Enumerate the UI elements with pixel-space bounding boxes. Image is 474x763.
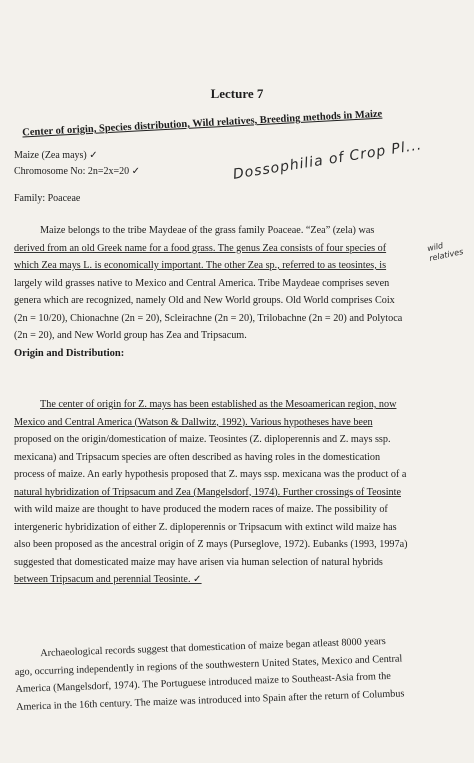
text-line: suggested that domesticated maize may have arisen via human selection of natural hybrids <box>14 556 383 568</box>
text-line: Archaeological records suggest that domestication of maize began atleast 8000 years <box>40 636 386 660</box>
text-line: The center of origin for Z. mays has been established as the Mesoamerican region, now <box>40 399 397 410</box>
family-name: Family: Poaceae <box>14 193 81 204</box>
margin-note: wild relatives <box>426 241 465 263</box>
text-line: with wild maize are thought to have produced the modern races of maize. The possibility of <box>14 504 388 515</box>
text-line: process of maize. An early hypothesis proposed that Z. mays ssp. mexicana was the product of a <box>14 469 407 480</box>
chromosome-number: Chromosome No: 2n=2x=20 ✓ <box>14 166 141 177</box>
text-line: (2n = 10/20), Chionachne (2n = 20), Scleirachne (2n = 20), Trilobachne (2n = 20) and Polytoca <box>14 312 403 324</box>
origin-paragraph <box>14 396 466 589</box>
text-line: derived from an old Greek name for a food grass. The genus Zea consists of four species of <box>14 242 387 254</box>
crop-name: Maize (Zea mays) ✓ <box>14 150 98 161</box>
text-line: between Tripsacum and perennial Teosinte. ✓ <box>14 574 202 585</box>
text-line: ago, occurring independently in regions of the southwestern United States, Mexico and Central <box>14 652 403 678</box>
text-line: intergeneric hybridization of either Z. diploperennis or Tripsacum with extinct wild maize has <box>14 521 397 533</box>
lecture-heading: Center of origin, Species distribution, Wild relatives, Breeding methods in Maize <box>22 108 383 139</box>
text-line: genera which are recognized, namely Old and New World groups. Old World comprises Coix <box>14 295 395 306</box>
text-line: America (Mangelsdorf, 1974). The Portuguese introduced maize to Southeast-Asia from the <box>15 670 391 695</box>
archaeology-paragraph <box>14 630 468 716</box>
text-line: also been proposed as the ancestral origin of Z mays (Purseglove, 1972). Eubanks (1993, 1997a) <box>14 539 408 550</box>
text-line: largely wild grasses native to Mexico and Central America. Tribe Maydeae comprises seven <box>14 277 390 289</box>
text-line: natural hybridization of Tripsacum and Zea (Mangelsdorf, 1974). Further crossings of Teosinte <box>14 486 401 498</box>
text-line: mexicana) and Tripsacum species are often described as having roles in the domestication <box>14 451 381 463</box>
text-line: Maize belongs to the tribe Maydeae of the grass family Poaceae. “Zea” (zela) was <box>40 225 375 236</box>
text-line: America in the 16th century. The maize was introduced into Spain after the return of Columbus <box>15 687 405 713</box>
handwritten-note: Dossophilia of Crop Pl... <box>231 137 424 183</box>
text-line: (2n = 20), and New World group has Zea and Tripsacum. <box>14 330 247 341</box>
text-line: which Zea mays L. is economically important. The other Zea sp., referred to as teosintes, is <box>14 260 387 271</box>
section-heading: Origin and Distribution: <box>14 348 125 359</box>
lecture-title: Lecture 7 <box>210 86 264 101</box>
text-line: proposed on the origin/domestication of maize. Teosintes (Z. diploperennis and Z. mays ssp. <box>14 434 391 445</box>
text-line: Mexico and Central America (Watson & Dallwitz, 1992). Various hypotheses have been <box>14 416 373 428</box>
intro-paragraph <box>14 222 466 345</box>
